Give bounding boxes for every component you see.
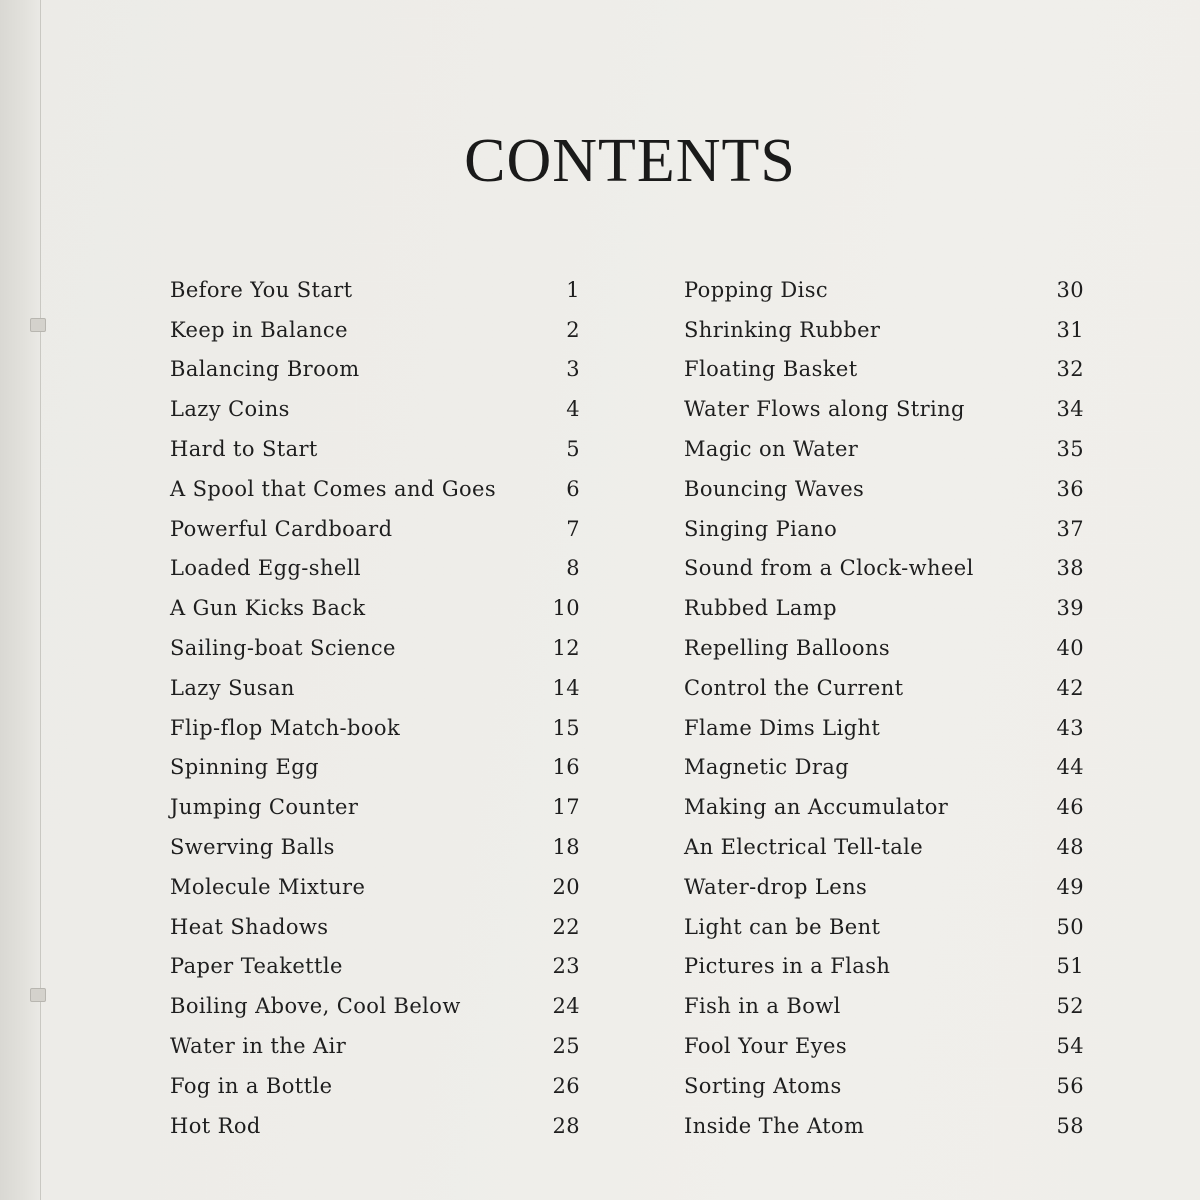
entry-page-number: 30: [1056, 277, 1084, 302]
entry-page-number: 2: [566, 317, 580, 342]
contents-entry: [684, 628, 1084, 668]
contents-entry: [684, 389, 1084, 429]
entry-page-number: 40: [1056, 636, 1084, 661]
entry-page-number: 14: [552, 675, 580, 700]
contents-entry: [684, 947, 1084, 987]
entry-title: Sorting Atoms: [684, 1073, 842, 1098]
entry-page-number: 15: [552, 715, 580, 740]
entry-page-number: 5: [566, 437, 580, 462]
entry-title: Fool Your Eyes: [684, 1034, 848, 1059]
contents-entry: [684, 1026, 1084, 1066]
contents-entry: [684, 588, 1084, 628]
entry-page-number: 22: [552, 914, 580, 939]
entry-title: Keep in Balance: [170, 317, 348, 342]
entry-page-number: 42: [1056, 675, 1084, 700]
entry-title: Water-drop Lens: [684, 874, 868, 899]
contents-entry: [170, 748, 580, 788]
contents-entry: [684, 1106, 1084, 1146]
entry-title: Swerving Balls: [170, 835, 335, 860]
entry-page-number: 54: [1056, 1034, 1084, 1059]
entry-page-number: 26: [552, 1073, 580, 1098]
entry-title: Hard to Start: [170, 437, 318, 462]
entry-title: Boiling Above, Cool Below: [170, 994, 461, 1019]
contents-column-left: [170, 270, 580, 1146]
contents-entry: [684, 668, 1084, 708]
binding-stitch: [30, 988, 46, 1002]
entry-page-number: 32: [1056, 357, 1084, 382]
contents-entry: [170, 429, 580, 469]
contents-entry: [170, 827, 580, 867]
entry-title: Popping Disc: [684, 277, 829, 302]
entry-title: Balancing Broom: [170, 357, 360, 382]
contents-entry: [684, 1066, 1084, 1106]
contents-column-right: [684, 270, 1084, 1146]
entry-title: Control the Current: [684, 675, 904, 700]
entry-title: Floating Basket: [684, 357, 858, 382]
entry-title: A Gun Kicks Back: [170, 596, 366, 621]
entry-page-number: 34: [1056, 397, 1084, 422]
entry-title: Lazy Susan: [170, 675, 295, 700]
entry-page-number: 46: [1056, 795, 1084, 820]
entry-page-number: 52: [1056, 994, 1084, 1019]
entry-title: Flame Dims Light: [684, 715, 881, 740]
contents-entry: [170, 1066, 580, 1106]
entry-title: Shrinking Rubber: [684, 317, 881, 342]
entry-title: Flip-flop Match-book: [170, 715, 401, 740]
contents-entry: [170, 350, 580, 390]
entry-title: Rubbed Lamp: [684, 596, 837, 621]
entry-page-number: 25: [552, 1034, 580, 1059]
contents-entry: [170, 588, 580, 628]
entry-title: Spinning Egg: [170, 755, 319, 780]
contents-entry: [170, 628, 580, 668]
entry-page-number: 38: [1056, 556, 1084, 581]
contents-entry: [170, 509, 580, 549]
entry-title: Bouncing Waves: [684, 476, 865, 501]
entry-page-number: 10: [552, 596, 580, 621]
contents-entry: [684, 708, 1084, 748]
entry-title: Fog in a Bottle: [170, 1073, 333, 1098]
contents-entry: [170, 986, 580, 1026]
entry-page-number: 39: [1056, 596, 1084, 621]
entry-page-number: 44: [1056, 755, 1084, 780]
entry-title: Powerful Cardboard: [170, 516, 393, 541]
contents-entry: [684, 310, 1084, 350]
entry-page-number: 50: [1056, 914, 1084, 939]
entry-page-number: 12: [552, 636, 580, 661]
contents-entry: [170, 708, 580, 748]
entry-page-number: 36: [1056, 476, 1084, 501]
entry-page-number: 17: [552, 795, 580, 820]
contents-entry: [684, 827, 1084, 867]
entry-title: Light can be Bent: [684, 914, 881, 939]
contents-entry: [684, 787, 1084, 827]
entry-page-number: 37: [1056, 516, 1084, 541]
contents-entry: [170, 867, 580, 907]
entry-title: Water in the Air: [170, 1034, 347, 1059]
entry-title: Sailing-boat Science: [170, 636, 396, 661]
contents-entry: [684, 429, 1084, 469]
entry-page-number: 51: [1056, 954, 1084, 979]
entry-title: Molecule Mixture: [170, 874, 366, 899]
entry-title: Pictures in a Flash: [684, 954, 891, 979]
contents-entry: [170, 270, 580, 310]
contents-entry: [170, 1106, 580, 1146]
contents-entry: [170, 787, 580, 827]
contents-entry: [684, 867, 1084, 907]
entry-page-number: 24: [552, 994, 580, 1019]
contents-entry: [170, 310, 580, 350]
entry-page-number: 23: [552, 954, 580, 979]
entry-title: Jumping Counter: [170, 795, 359, 820]
contents-entry: [170, 1026, 580, 1066]
entry-page-number: 7: [566, 516, 580, 541]
entry-page-number: 48: [1056, 835, 1084, 860]
contents-entry: [170, 549, 580, 589]
contents-entry: [684, 748, 1084, 788]
entry-title: Heat Shadows: [170, 914, 329, 939]
entry-page-number: 58: [1056, 1113, 1084, 1138]
entry-title: Paper Teakettle: [170, 954, 343, 979]
entry-page-number: 49: [1056, 874, 1084, 899]
contents-entry: [170, 389, 580, 429]
page-title: CONTENTS: [464, 126, 796, 195]
entry-title: Loaded Egg-shell: [170, 556, 361, 581]
entry-title: Inside The Atom: [684, 1113, 865, 1138]
entry-title: An Electrical Tell-tale: [684, 835, 924, 860]
entry-page-number: 4: [566, 397, 580, 422]
contents-entry: [684, 549, 1084, 589]
entry-title: Hot Rod: [170, 1113, 261, 1138]
binding-stitch: [30, 318, 46, 332]
entry-title: Magnetic Drag: [684, 755, 850, 780]
contents-entry: [684, 907, 1084, 947]
entry-title: Magic on Water: [684, 437, 859, 462]
contents-entry: [170, 469, 580, 509]
entry-page-number: 43: [1056, 715, 1084, 740]
entry-title: Singing Piano: [684, 516, 838, 541]
contents-entry: [170, 947, 580, 987]
entry-title: Sound from a Clock-wheel: [684, 556, 974, 581]
entry-page-number: 1: [566, 277, 580, 302]
entry-page-number: 16: [552, 755, 580, 780]
entry-title: Fish in a Bowl: [684, 994, 841, 1019]
contents-entry: [684, 469, 1084, 509]
entry-page-number: 18: [552, 835, 580, 860]
entry-title: Repelling Balloons: [684, 636, 891, 661]
contents-entry: [170, 668, 580, 708]
entry-page-number: 6: [566, 476, 580, 501]
entry-title: Lazy Coins: [170, 397, 290, 422]
contents-entry: [684, 986, 1084, 1026]
entry-page-number: 28: [552, 1113, 580, 1138]
entry-page-number: 35: [1056, 437, 1084, 462]
contents-entry: [684, 270, 1084, 310]
entry-title: Water Flows along String: [684, 397, 965, 422]
contents-entry: [684, 509, 1084, 549]
entry-page-number: 31: [1056, 317, 1084, 342]
entry-title: A Spool that Comes and Goes: [170, 476, 497, 501]
entry-page-number: 8: [566, 556, 580, 581]
entry-page-number: 3: [566, 357, 580, 382]
entry-page-number: 20: [552, 874, 580, 899]
entry-title: Before You Start: [170, 277, 353, 302]
contents-entry: [170, 907, 580, 947]
contents-entry: [684, 350, 1084, 390]
entry-page-number: 56: [1056, 1073, 1084, 1098]
entry-title: Making an Accumulator: [684, 795, 949, 820]
